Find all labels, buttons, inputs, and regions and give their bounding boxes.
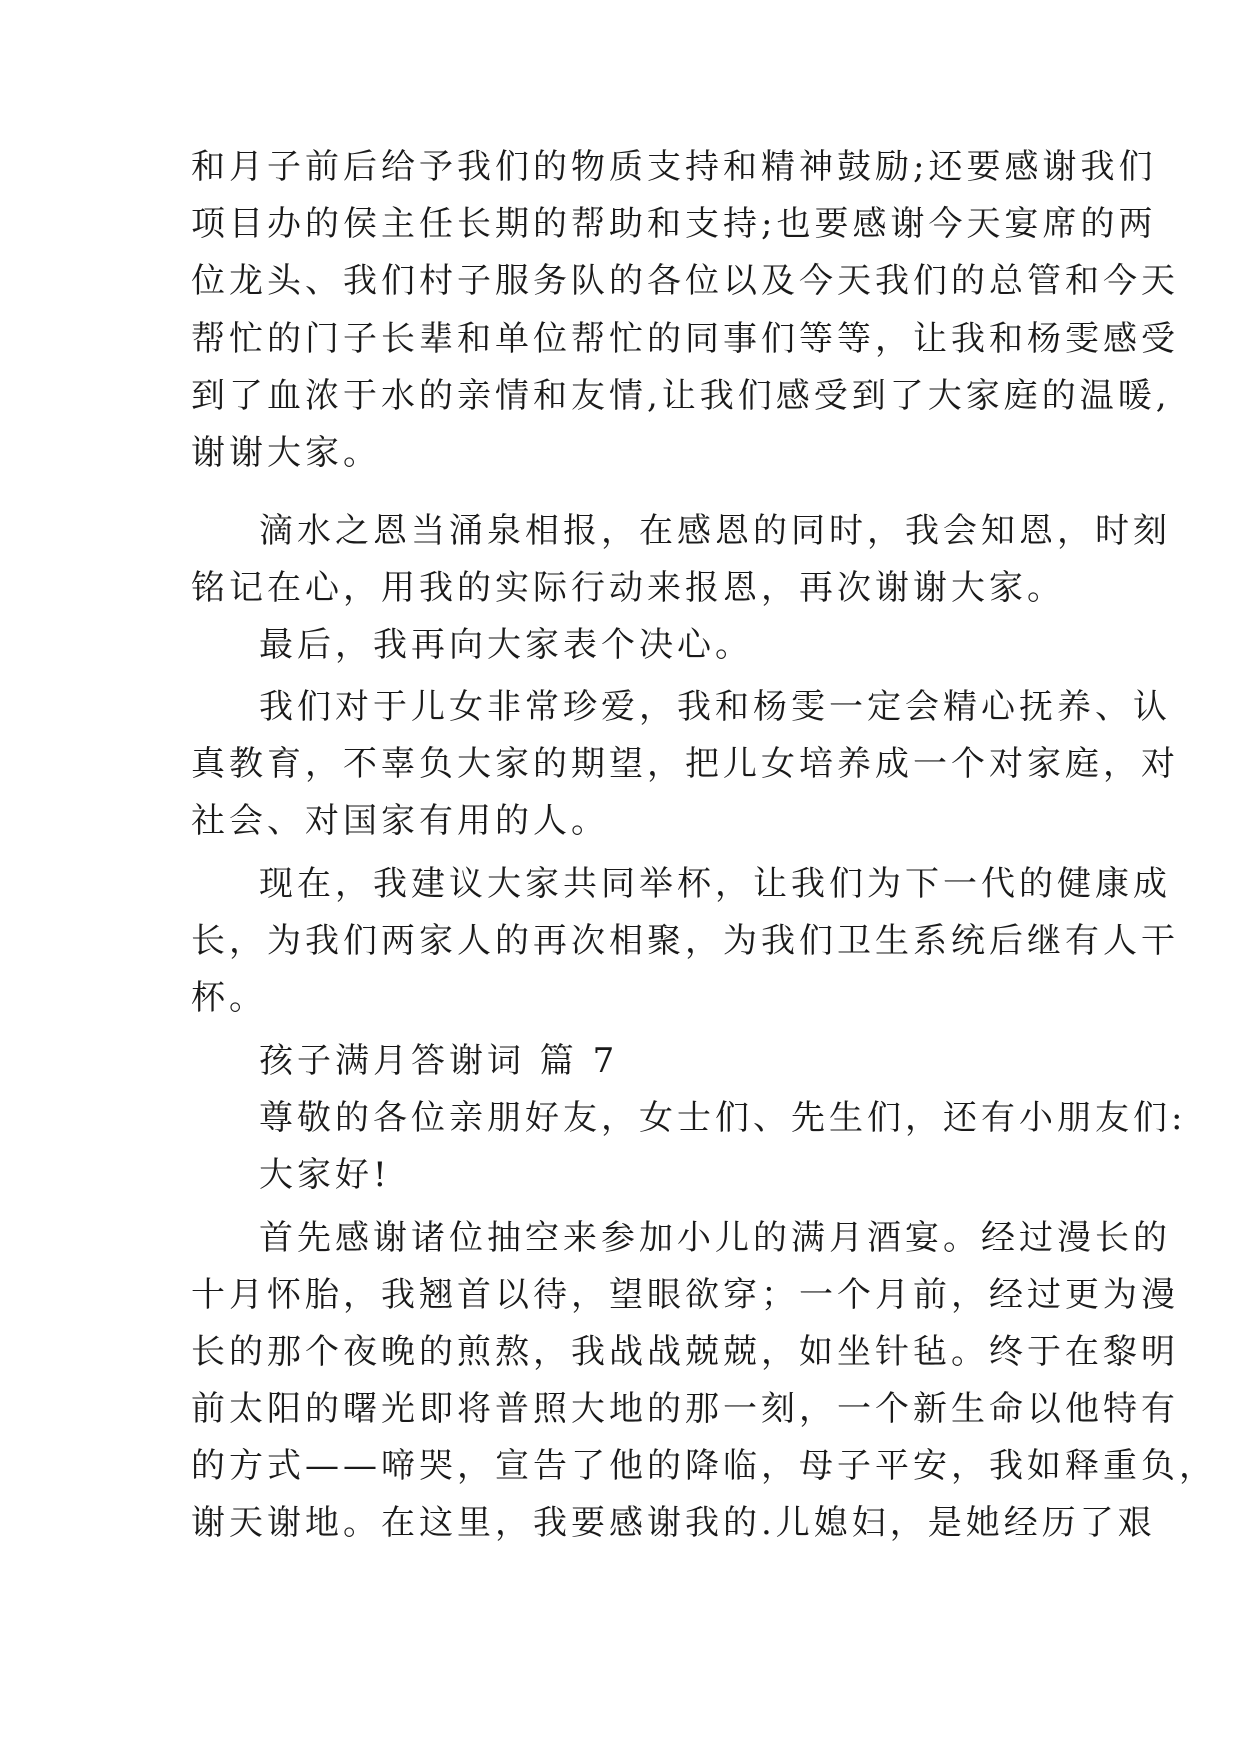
text-line: 首先感谢诸位抽空来参加小儿的满月酒宴。经过漫长的 bbox=[259, 1218, 1171, 1258]
text-line: 杯。 bbox=[191, 978, 267, 1018]
text-line: 长，为我们两家人的再次相聚，为我们卫生系统后继有人干 bbox=[191, 921, 1179, 961]
text-line: 谢天谢地。在这里，我要感谢我的.儿媳妇，是她经历了艰 bbox=[191, 1503, 1156, 1543]
text-line: 真教育，不辜负大家的期望，把儿女培养成一个对家庭，对 bbox=[191, 744, 1179, 784]
text-line: 社会、对国家有用的人。 bbox=[191, 801, 609, 841]
text-line: 长的那个夜晚的煎熬，我战战兢兢，如坐针毡。终于在黎明 bbox=[191, 1332, 1179, 1372]
text-line: 位龙头、我们村子服务队的各位以及今天我们的总管和今天 bbox=[191, 261, 1179, 301]
text-line: 我们对于儿女非常珍爱，我和杨雯一定会精心抚养、认 bbox=[259, 687, 1171, 727]
text-line: 最后，我再向大家表个决心。 bbox=[259, 625, 753, 665]
text-line: 十月怀胎，我翘首以待，望眼欲穿；一个月前，经过更为漫 bbox=[191, 1275, 1179, 1315]
text-line: 和月子前后给予我们的物质支持和精神鼓励;还要感谢我们 bbox=[191, 147, 1157, 187]
text-line: 帮忙的门子长辈和单位帮忙的同事们等等，让我和杨雯感受 bbox=[191, 319, 1179, 359]
text-line: 尊敬的各位亲朋好友，女士们、先生们，还有小朋友们: bbox=[259, 1098, 1187, 1138]
section-heading: 孩子满月答谢词 篇 7 bbox=[259, 1041, 619, 1081]
text-line: 前太阳的曙光即将普照大地的那一刻，一个新生命以他特有 bbox=[191, 1389, 1179, 1429]
text-line: 大家好! bbox=[259, 1155, 391, 1195]
text-line: 滴水之恩当涌泉相报，在感恩的同时，我会知恩，时刻 bbox=[259, 511, 1171, 551]
text-line: 谢谢大家。 bbox=[191, 433, 381, 473]
text-line: 现在，我建议大家共同举杯，让我们为下一代的健康成 bbox=[259, 864, 1171, 904]
text-line: 项目办的侯主任长期的帮助和支持;也要感谢今天宴席的两 bbox=[191, 204, 1157, 244]
text-line: 铭记在心，用我的实际行动来报恩，再次谢谢大家。 bbox=[191, 568, 1065, 608]
text-line: 的方式——啼哭，宣告了他的降临，母子平安，我如释重负， bbox=[191, 1446, 1217, 1486]
text-line: 到了血浓于水的亲情和友情,让我们感受到了大家庭的温暖, bbox=[191, 376, 1171, 416]
